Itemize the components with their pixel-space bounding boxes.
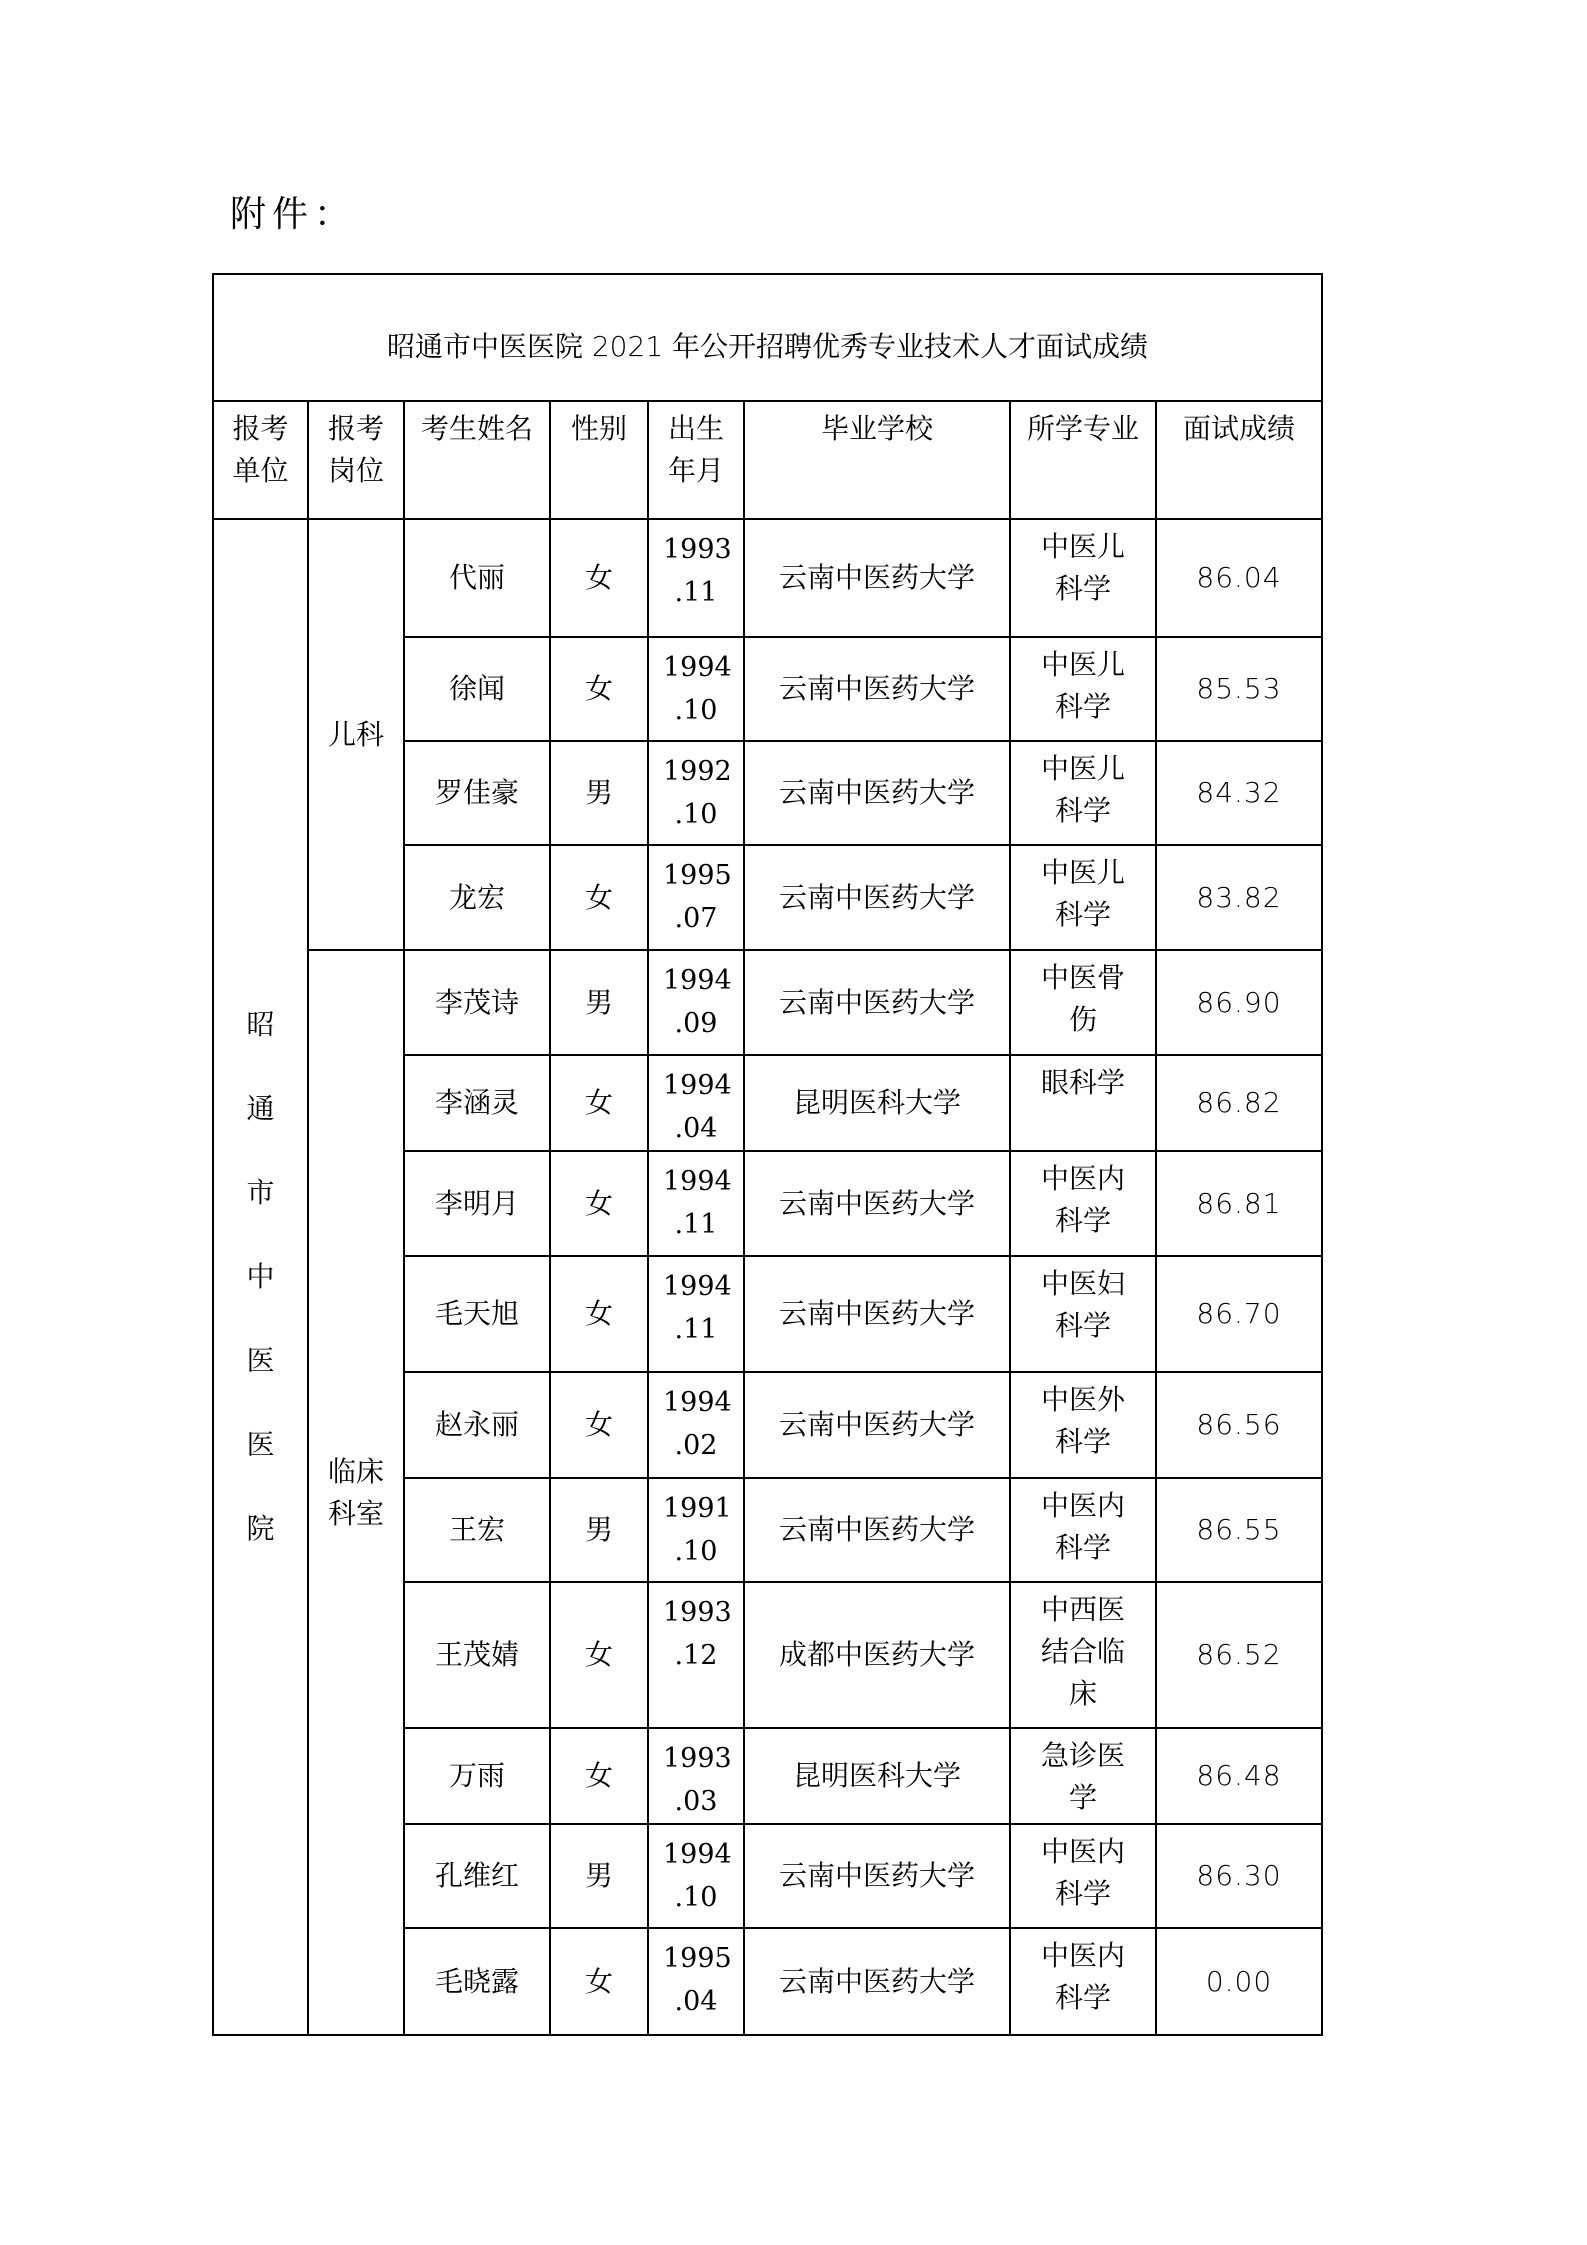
cell-name: 代丽: [404, 519, 550, 637]
table-row: [213, 519, 1322, 637]
cell-score: 86.70: [1156, 1256, 1322, 1372]
cell-score: 86.30: [1156, 1824, 1322, 1928]
cell-gender: 女: [550, 1372, 648, 1478]
cell-name: 李茂诗: [404, 950, 550, 1055]
header-unit: 报考单位: [213, 401, 308, 519]
cell-gender: 女: [550, 1256, 648, 1372]
cell-score: 86.48: [1156, 1728, 1322, 1824]
cell-school: 云南中医药大学: [744, 1151, 1010, 1256]
cell-major: 中医儿科学: [1010, 741, 1156, 845]
cell-major: 中医内科学: [1010, 1151, 1156, 1256]
cell-gender: 男: [550, 1478, 648, 1582]
cell-name: 赵永丽: [404, 1372, 550, 1478]
cell-birth: 1994 .11: [648, 1256, 744, 1372]
cell-major: 中医内科学: [1010, 1824, 1156, 1928]
cell-score: 86.04: [1156, 519, 1322, 637]
header-major: 所学专业: [1010, 401, 1156, 519]
cell-gender: 女: [550, 1928, 648, 2035]
cell-name: 万雨: [404, 1728, 550, 1824]
cell-name: 毛天旭: [404, 1256, 550, 1372]
cell-score: 85.53: [1156, 637, 1322, 741]
cell-gender: 女: [550, 637, 648, 741]
cell-birth: 1993 .11: [648, 519, 744, 637]
cell-school: 云南中医药大学: [744, 845, 1010, 950]
cell-school: 云南中医药大学: [744, 741, 1010, 845]
cell-name: 王茂婧: [404, 1582, 550, 1728]
header-birth: 出生年月: [648, 401, 744, 519]
cell-gender: 男: [550, 741, 648, 845]
cell-name: 龙宏: [404, 845, 550, 950]
cell-name: 王宏: [404, 1478, 550, 1582]
cell-gender: 女: [550, 519, 648, 637]
cell-school: 成都中医药大学: [744, 1582, 1010, 1728]
cell-school: 云南中医药大学: [744, 1478, 1010, 1582]
cell-score: 86.55: [1156, 1478, 1322, 1582]
cell-score: 86.56: [1156, 1372, 1322, 1478]
header-post: 报考岗位: [308, 401, 404, 519]
cell-birth: 1994 .02: [648, 1372, 744, 1478]
cell-birth: 1995 .07: [648, 845, 744, 950]
cell-name: 李涵灵: [404, 1055, 550, 1151]
cell-gender: 女: [550, 1151, 648, 1256]
cell-unit: 昭通市中医医院: [213, 519, 308, 2035]
cell-birth: 1995 .04: [648, 1928, 744, 2035]
cell-major: 中医儿科学: [1010, 637, 1156, 741]
cell-school: 昆明医科大学: [744, 1728, 1010, 1824]
cell-birth: 1994 .10: [648, 637, 744, 741]
cell-name: 徐闻: [404, 637, 550, 741]
cell-major: 眼科学: [1010, 1055, 1156, 1151]
cell-major: 中医儿科学: [1010, 845, 1156, 950]
cell-birth: 1993 .12: [648, 1582, 744, 1728]
cell-name: 毛晓露: [404, 1928, 550, 2035]
attachment-label: 附件：: [230, 194, 357, 235]
cell-school: 云南中医药大学: [744, 1928, 1010, 2035]
cell-name: 孔维红: [404, 1824, 550, 1928]
cell-post: 儿科: [308, 519, 404, 950]
cell-post: 临床科室: [308, 950, 404, 2035]
cell-major: 中医内科学: [1010, 1478, 1156, 1582]
cell-score: 86.81: [1156, 1151, 1322, 1256]
cell-score: 0.00: [1156, 1928, 1322, 2035]
table-row: [213, 950, 1322, 1055]
cell-school: 云南中医药大学: [744, 637, 1010, 741]
cell-gender: 男: [550, 1824, 648, 1928]
cell-school: 云南中医药大学: [744, 1372, 1010, 1478]
cell-major: 中西医结合临床: [1010, 1582, 1156, 1728]
cell-score: 86.52: [1156, 1582, 1322, 1728]
cell-gender: 女: [550, 1582, 648, 1728]
header-school: 毕业学校: [744, 401, 1010, 519]
interview-scores-table: [212, 273, 1323, 2036]
table-title: 昭通市中医医院 2021 年公开招聘优秀专业技术人才面试成绩: [213, 274, 1322, 401]
header-gender: 性别: [550, 401, 648, 519]
cell-birth: 1991 .10: [648, 1478, 744, 1582]
cell-score: 86.90: [1156, 950, 1322, 1055]
table-header-row: [213, 401, 1322, 519]
cell-name: 罗佳豪: [404, 741, 550, 845]
cell-birth: 1994 .10: [648, 1824, 744, 1928]
cell-birth: 1994 .11: [648, 1151, 744, 1256]
cell-school: 云南中医药大学: [744, 1824, 1010, 1928]
cell-school: 云南中医药大学: [744, 519, 1010, 637]
cell-name: 李明月: [404, 1151, 550, 1256]
cell-school: 昆明医科大学: [744, 1055, 1010, 1151]
cell-school: 云南中医药大学: [744, 950, 1010, 1055]
cell-major: 中医骨伤: [1010, 950, 1156, 1055]
cell-birth: 1994 .09: [648, 950, 744, 1055]
cell-gender: 女: [550, 845, 648, 950]
cell-gender: 女: [550, 1055, 648, 1151]
cell-major: 中医外科学: [1010, 1372, 1156, 1478]
cell-birth: 1994 .04: [648, 1055, 744, 1151]
cell-score: 84.32: [1156, 741, 1322, 845]
cell-major: 中医妇科学: [1010, 1256, 1156, 1372]
cell-score: 83.82: [1156, 845, 1322, 950]
cell-major: 中医儿科学: [1010, 519, 1156, 637]
cell-major: 中医内科学: [1010, 1928, 1156, 2035]
header-score: 面试成绩: [1156, 401, 1322, 519]
header-name: 考生姓名: [404, 401, 550, 519]
cell-gender: 男: [550, 950, 648, 1055]
cell-birth: 1992 .10: [648, 741, 744, 845]
cell-major: 急诊医学: [1010, 1728, 1156, 1824]
cell-score: 86.82: [1156, 1055, 1322, 1151]
cell-gender: 女: [550, 1728, 648, 1824]
cell-birth: 1993 .03: [648, 1728, 744, 1824]
cell-school: 云南中医药大学: [744, 1256, 1010, 1372]
